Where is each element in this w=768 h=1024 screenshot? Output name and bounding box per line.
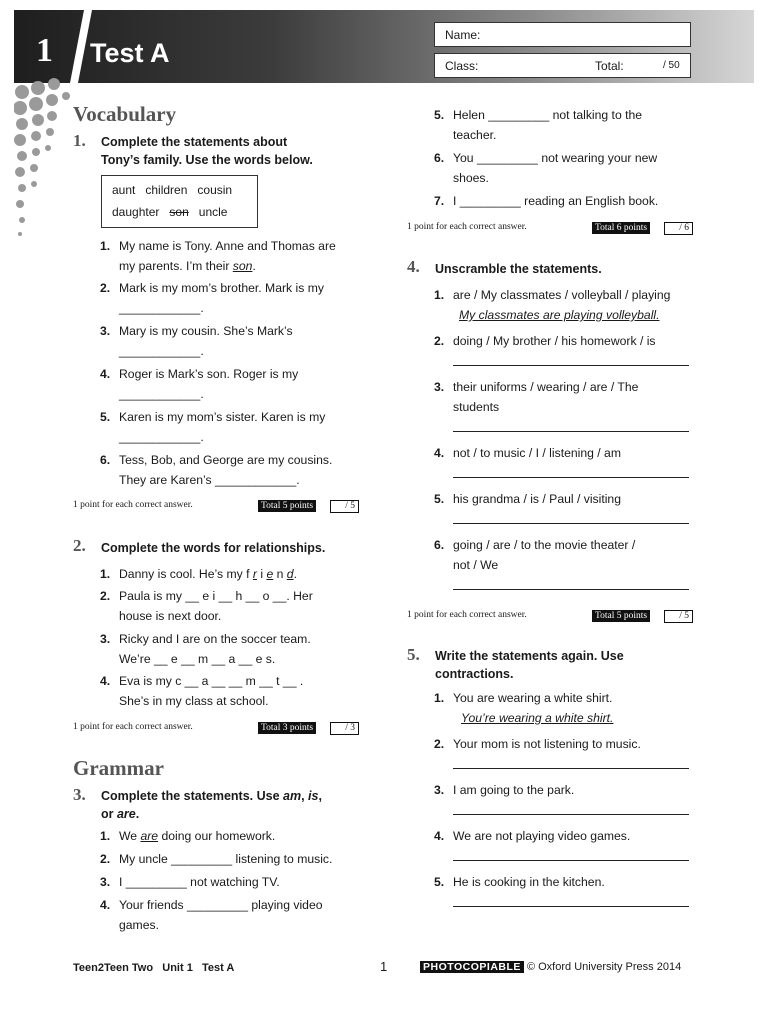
exercise-5-number: 5. (407, 645, 420, 664)
footer-unit: Unit 1 (162, 962, 193, 974)
list-item: 3. their uniforms / wearing / are / The students (434, 377, 714, 443)
word: children (145, 183, 188, 197)
word-row (112, 183, 232, 197)
word: cousin (197, 183, 233, 197)
list-item: 4. not / to music / I / listening / am (434, 443, 714, 489)
list-item: 1. My name is Tony. Anne and Thomas are my parents. I’m their son. (100, 239, 336, 273)
exercise-2-items (100, 564, 370, 711)
word: uncle (198, 205, 228, 219)
list-item: 2. My uncle _________ listening to music. (100, 852, 333, 866)
answer-blank[interactable]: ____________. (119, 387, 204, 401)
list-item: 6. going / are / to the movie theater / not / We (434, 535, 714, 596)
exercise-2-number: 2. (73, 536, 86, 555)
section-heading-grammar: Grammar (73, 756, 164, 780)
name-field[interactable] (434, 22, 691, 47)
exercise-4-instruction: Unscramble the statements. (435, 262, 602, 276)
list-item: 2. doing / My brother / his homework / is (434, 331, 714, 377)
footer-copyright-row (420, 961, 681, 973)
list-item: 1. Danny is cool. He’s my f r i e n d. (100, 567, 297, 581)
point-note: 1 point for each correct answer. (407, 222, 527, 232)
answer-line[interactable] (453, 463, 689, 478)
list-item: 1. You are wearing a white shirt. You’re wearing a white shirt. (434, 688, 714, 734)
test-title: Test A (90, 38, 170, 68)
list-item: 6. Tess, Bob, and George are my cousins. They are Karen’s ____________. (100, 450, 370, 490)
page-number: 1 (380, 959, 388, 974)
answer-line[interactable] (453, 509, 689, 524)
answer-blank[interactable]: They are Karen’s ____________. (119, 473, 300, 487)
class-label: Class: (445, 59, 479, 73)
total-points-badge: Total 3 points (258, 722, 316, 734)
score-box[interactable]: / 5 (330, 500, 359, 513)
score-box[interactable]: / 5 (664, 610, 693, 623)
exercise-5-items (434, 688, 714, 913)
exercise-1-number: 1. (73, 131, 86, 150)
word-row (112, 205, 227, 219)
example-answer: are (140, 829, 159, 843)
example-answer: son (232, 259, 253, 273)
section-heading-vocabulary: Vocabulary (73, 102, 177, 126)
exercise-3-items-left (100, 826, 370, 935)
answer-blank[interactable]: ____________. (119, 430, 204, 444)
point-note: 1 point for each correct answer. (73, 722, 193, 732)
total-score: / 50 (663, 60, 680, 71)
example-answer: e (266, 567, 274, 581)
answer-blank[interactable]: ____________. (119, 301, 204, 315)
list-item: 1. are / My classmates / volleyball / playing My classmates are playing volleyball. (434, 285, 714, 331)
list-item: 4. We are not playing video games. (434, 826, 714, 872)
list-item: 7. I _________ reading an English book. (434, 194, 659, 208)
list-item: 4. Eva is my c __ a __ __ m __ t __ . She’s in my class at school. (100, 674, 304, 708)
total-label: Total: (595, 59, 624, 73)
list-item: 4. Your friends _________ playing video games. (100, 898, 323, 932)
photocopiable-badge: PHOTOCOPIABLE (420, 961, 524, 973)
score-box[interactable]: / 6 (664, 222, 693, 235)
answer-line[interactable] (453, 846, 689, 861)
example-answer: You’re wearing a white shirt. (461, 711, 614, 725)
list-item: 6. You _________ not wearing your new shoes. (434, 151, 658, 185)
footer-test: Test A (201, 962, 235, 974)
list-item: 4. Roger is Mark’s son. Roger is my ____________. (100, 364, 370, 407)
instruction-line: Tony’s family. Use the words below. (101, 153, 313, 167)
example-answer: My classmates are playing volleyball. (459, 308, 660, 322)
list-item: 1. We are doing our homework. (100, 829, 276, 843)
answer-blank[interactable]: ____________. (119, 344, 204, 358)
word-used: son (169, 205, 189, 219)
footer-book: Teen2Teen Two (73, 962, 154, 974)
answer-line[interactable] (453, 892, 689, 907)
answer-line[interactable] (453, 800, 689, 815)
answer-line[interactable] (453, 754, 689, 769)
copyright-text: © Oxford University Press 2014 (526, 961, 682, 973)
exercise-1-instruction (101, 133, 313, 169)
exercise-3-number: 3. (73, 785, 86, 804)
answer-line[interactable] (453, 575, 689, 590)
unit-number: 1 (36, 32, 53, 69)
list-item: 5. Karen is my mom’s sister. Karen is my ____________. (100, 407, 370, 450)
answer-line[interactable] (453, 417, 689, 432)
word: aunt (112, 183, 136, 197)
example-answer: d (286, 567, 294, 581)
list-item: 5. his grandma / is / Paul / visiting (434, 489, 714, 535)
list-item: 3. I am going to the park. (434, 780, 714, 826)
list-item: 3. I _________ not watching TV. (100, 875, 280, 889)
list-item: 3. Mary is my cousin. She’s Mark’s ____________. (100, 321, 370, 364)
example-answer: r (252, 567, 257, 581)
footer-book-info (73, 962, 234, 974)
exercise-3-instruction: Complete the statements. Use am, is, or are. (101, 789, 322, 821)
list-item: 2. Mark is my mom’s brother. Mark is my ____________. (100, 278, 370, 321)
answer-line[interactable] (453, 351, 689, 366)
score-box[interactable]: / 3 (330, 722, 359, 735)
total-points-badge: Total 6 points (592, 222, 650, 234)
total-points-badge: Total 5 points (258, 500, 316, 512)
name-label: Name: (445, 28, 481, 42)
list-item: 5. He is cooking in the kitchen. (434, 872, 714, 913)
point-note: 1 point for each correct answer. (407, 610, 527, 620)
total-points-badge: Total 5 points (592, 610, 650, 622)
list-item: 3. Ricky and I are on the soccer team. We’re __ e __ m __ a __ e s. (100, 632, 311, 666)
word-box (101, 175, 258, 228)
list-item: 5. Helen _________ not talking to the teacher. (434, 108, 643, 142)
list-item: 2. Your mom is not listening to music. (434, 734, 714, 780)
class-field[interactable] (434, 53, 691, 78)
list-item: 2. Paula is my __ e i __ h __ o __. Her house is next door. (100, 589, 313, 623)
exercise-2-instruction: Complete the words for relationships. (101, 541, 326, 555)
instruction-line: Complete the statements about (101, 135, 288, 149)
word: daughter (112, 205, 160, 219)
point-note: 1 point for each correct answer. (73, 500, 193, 510)
exercise-4-items (434, 285, 714, 596)
exercise-5-instruction: Write the statements again. Use contractions. (435, 649, 624, 681)
exercise-1-items (100, 236, 370, 490)
exercise-3-items-right (434, 105, 714, 211)
exercise-4-number: 4. (407, 257, 420, 276)
